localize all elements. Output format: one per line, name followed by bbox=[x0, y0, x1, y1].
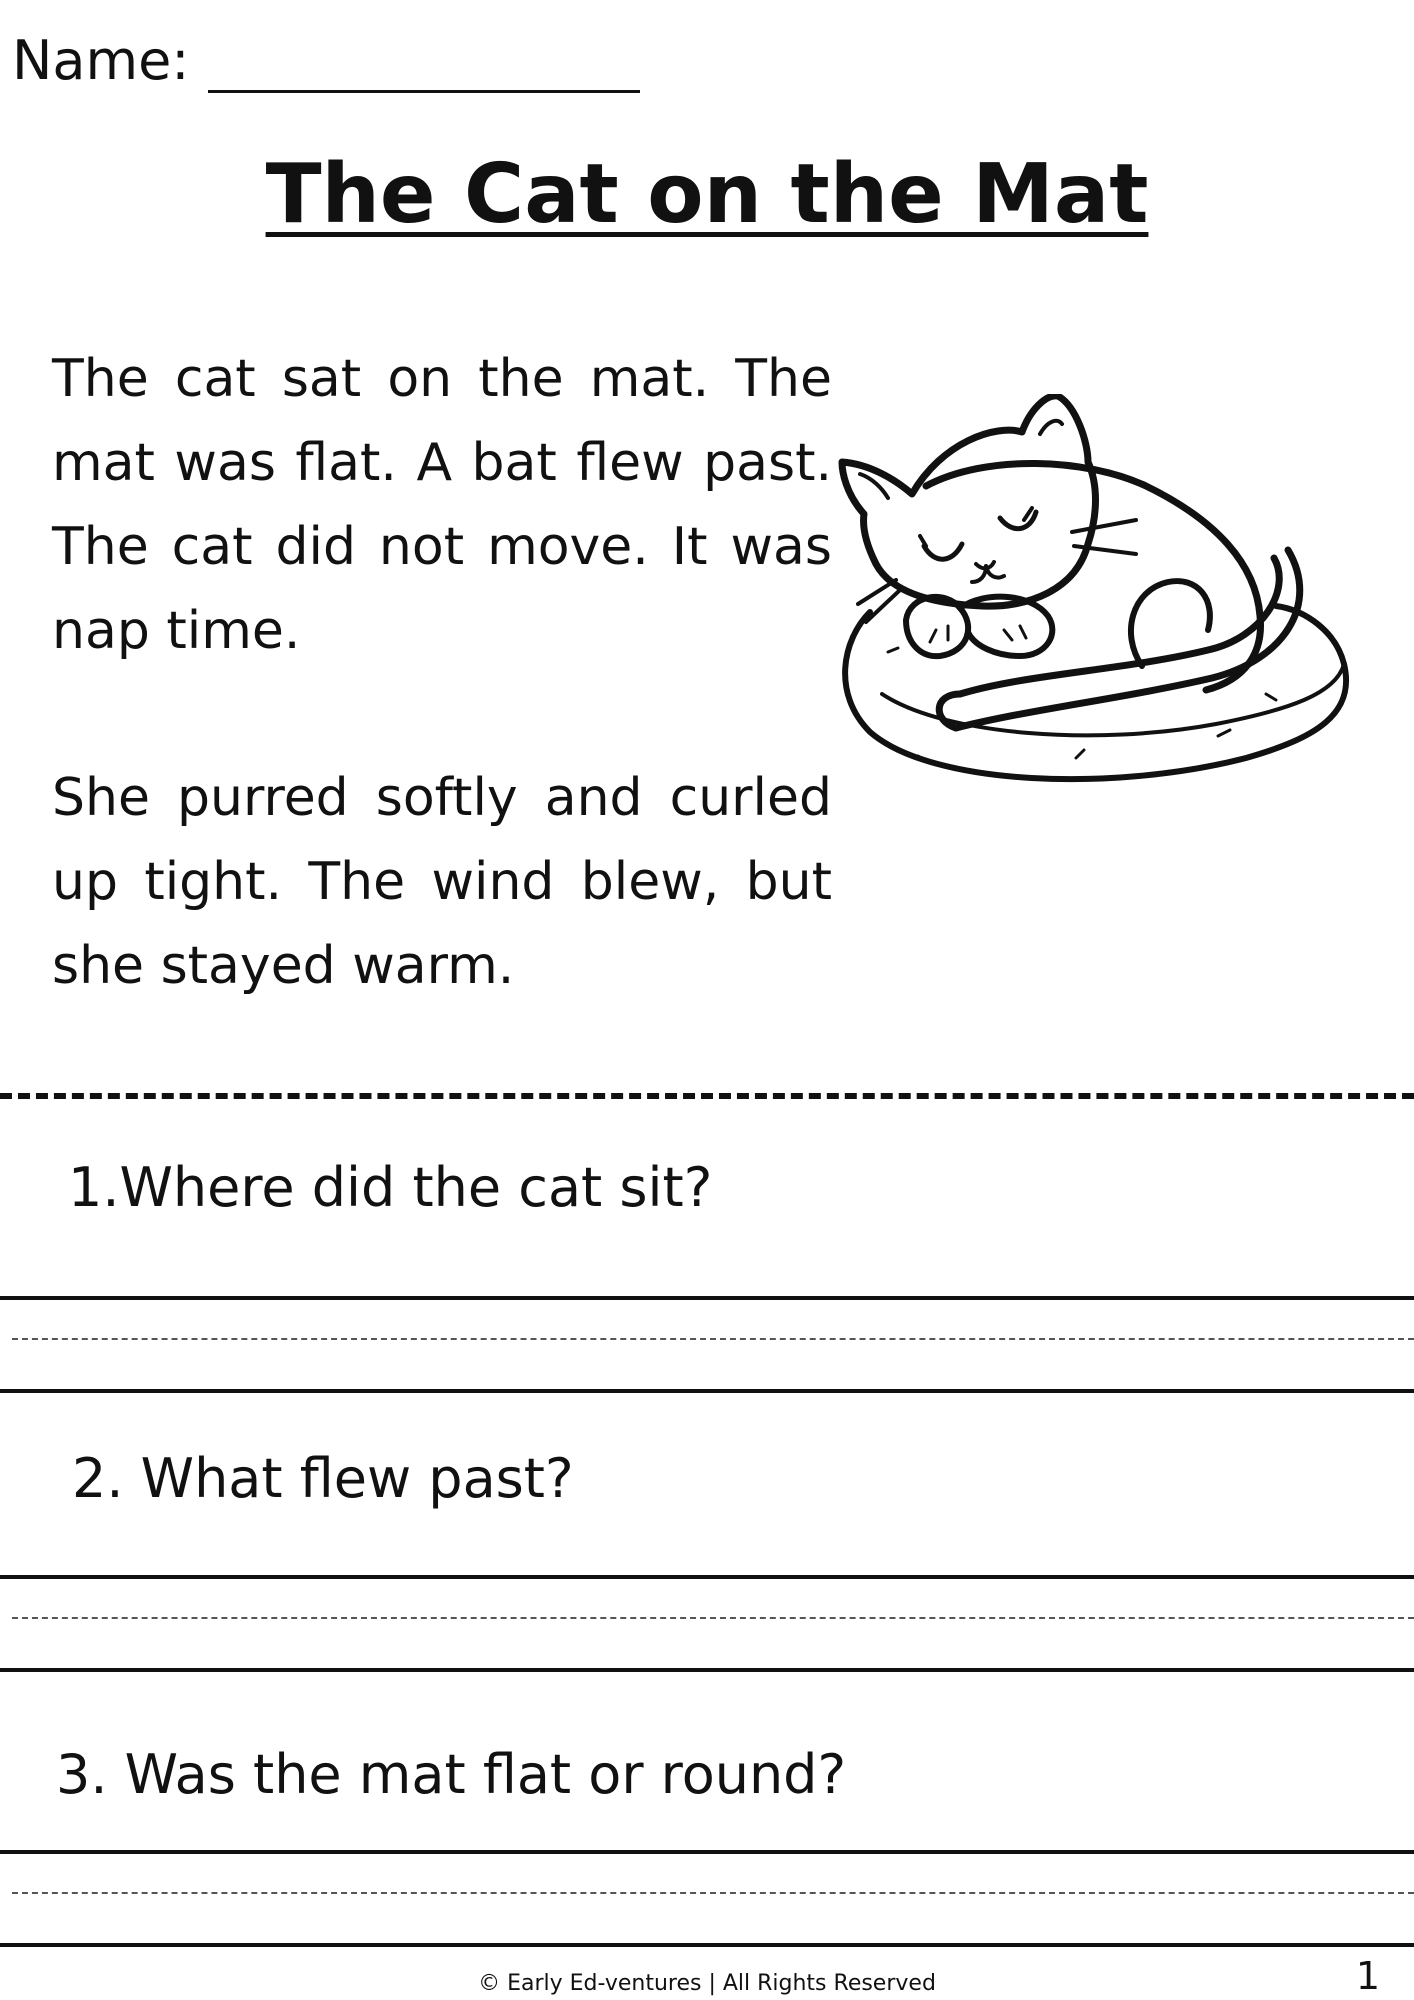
answer-lines-2[interactable] bbox=[0, 1575, 1414, 1675]
page-number: 1 bbox=[1355, 1954, 1380, 1998]
name-label: Name: bbox=[12, 29, 190, 92]
copyright-footer: © Early Ed-ventures | All Rights Reserved bbox=[478, 1971, 936, 1996]
title-text: The Cat on the Mat bbox=[265, 147, 1149, 242]
question-3: 3. Was the mat flat or round? bbox=[56, 1743, 847, 1806]
page-title bbox=[0, 140, 1414, 250]
sleeping-cat-icon bbox=[836, 394, 1356, 824]
section-divider bbox=[0, 1093, 1414, 1099]
answer-lines-1[interactable] bbox=[0, 1296, 1414, 1396]
question-2: 2. What flew past? bbox=[72, 1447, 574, 1510]
story-paragraph-1: The cat sat on the mat. The mat was flat. A bat flew past. The cat did not move. It was nap time. bbox=[52, 349, 832, 661]
answer-lines-3[interactable] bbox=[0, 1850, 1414, 1950]
story-paragraph-2: She purred softly and curled up tight. The wind blew, but she stayed warm. bbox=[52, 768, 832, 996]
name-blank-line[interactable] bbox=[208, 90, 640, 93]
question-1: 1.Where did the cat sit? bbox=[68, 1156, 713, 1219]
